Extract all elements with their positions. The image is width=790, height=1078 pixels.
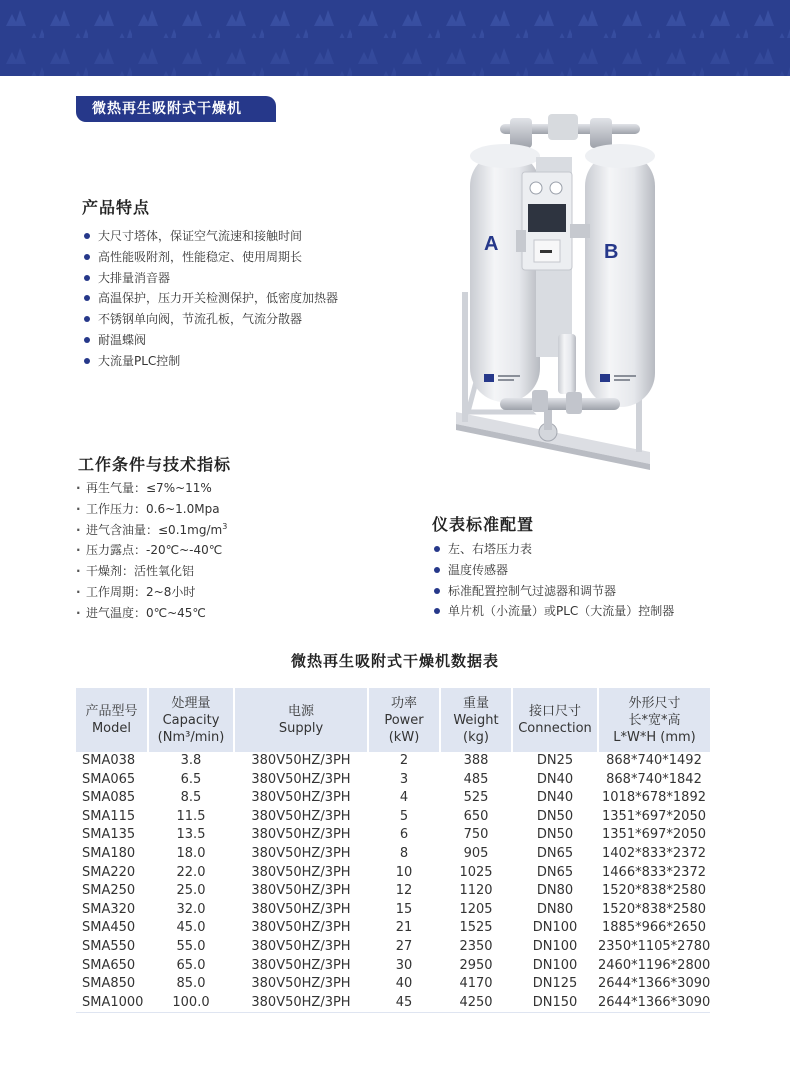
table-cell: DN65 <box>536 864 574 880</box>
table-cell: DN100 <box>532 957 578 973</box>
header-power: 功率 Power (kW) <box>368 688 440 752</box>
table-title: 微热再生吸附式干燥机数据表 <box>290 652 499 670</box>
table-cell: DN50 <box>536 808 574 824</box>
dryer-product-image <box>440 112 680 482</box>
table-header-row <box>76 688 710 752</box>
list-item: · 进气温度：0℃~45℃ <box>76 603 227 624</box>
table-cell: 2350*1105*2780 <box>598 938 711 954</box>
table-cell: 55.0 <box>176 938 206 954</box>
table-cell: SMA1000 <box>76 994 148 1013</box>
conditions-title: 工作条件与技术指标 <box>78 455 232 474</box>
table-cell: SMA115 <box>82 808 136 824</box>
table-cell: DN150 <box>512 994 598 1013</box>
table-cell: 380V50HZ/3PH <box>251 883 351 899</box>
list-item: 温度传感器 <box>432 560 674 581</box>
list-item: 不锈钢单向阀，节流孔板，气流分散器 <box>82 309 338 330</box>
table-cell: 5 <box>399 808 409 824</box>
table-cell: SMA550 <box>82 938 136 954</box>
list-item: 耐温蝶阀 <box>82 330 338 351</box>
table-cell: 1520*838*2580 <box>602 883 706 899</box>
list-item: 高温保护，压力开关检测保护，低密度加热器 <box>82 288 338 309</box>
table-cell: 525 <box>463 790 489 806</box>
table-cell: SMA850 <box>82 976 136 992</box>
table-cell: 11.5 <box>176 808 206 824</box>
table-row <box>76 826 710 845</box>
table-cell: 868*740*1492 <box>606 753 702 768</box>
table-cell: 4250 <box>440 994 512 1013</box>
table-cell: 4170 <box>459 976 493 992</box>
table-row <box>76 957 710 976</box>
list-item: 大尺寸塔体，保证空气流速和接触时间 <box>82 226 338 247</box>
table-cell: 380V50HZ/3PH <box>251 957 351 973</box>
table-cell: 21 <box>395 920 413 936</box>
table-cell: 1402*833*2372 <box>602 845 706 861</box>
features-list <box>82 226 338 372</box>
table-cell: 18.0 <box>176 845 206 861</box>
list-item: · 干燥剂：活性氧化铝 <box>76 561 227 582</box>
header-model: 产品型号 Model <box>76 688 148 752</box>
table-cell: 1351*697*2050 <box>602 827 706 843</box>
product-title-tag: 微热再生吸附式干燥机 <box>76 96 276 122</box>
table-cell: 380V50HZ/3PH <box>251 864 351 880</box>
table-cell: 868*740*1842 <box>606 771 702 787</box>
table-cell: 380V50HZ/3PH <box>251 753 351 768</box>
table-row <box>76 938 710 957</box>
table-cell: DN40 <box>536 771 574 787</box>
instruments-list <box>432 539 674 622</box>
table-cell: 65.0 <box>176 957 206 973</box>
table-cell: SMA085 <box>82 790 136 806</box>
table-cell: 45.0 <box>176 920 206 936</box>
table-cell: 3 <box>399 771 409 787</box>
table-cell: DN100 <box>532 938 578 954</box>
table-cell: 2460*1196*2800 <box>598 957 711 973</box>
table-cell: 380V50HZ/3PH <box>251 976 351 992</box>
table-cell: 2350 <box>459 938 493 954</box>
table-cell: 6.5 <box>180 771 202 787</box>
table-row <box>76 901 710 920</box>
table-cell: 10 <box>395 864 413 880</box>
table-cell: 380V50HZ/3PH <box>251 920 351 936</box>
table-row <box>76 882 710 901</box>
table-cell: 4 <box>399 790 409 806</box>
spec-table <box>76 688 710 1013</box>
instruments-title: 仪表标准配置 <box>432 515 535 534</box>
table-row <box>76 919 710 938</box>
table-cell: 1885*966*2650 <box>602 920 706 936</box>
table-cell: 8 <box>399 845 409 861</box>
table-cell: 750 <box>463 827 489 843</box>
table-cell: 27 <box>395 938 413 954</box>
table-body <box>76 752 710 1013</box>
table-row <box>76 975 710 994</box>
table-cell: 380V50HZ/3PH <box>234 994 368 1013</box>
table-row <box>76 864 710 883</box>
table-cell: 380V50HZ/3PH <box>251 827 351 843</box>
header-connection: 接口尺寸 Connection <box>512 688 598 752</box>
list-item: 高性能吸附剂，性能稳定、使用周期长 <box>82 247 338 268</box>
table-cell: 2644*1366*3090 <box>598 976 711 992</box>
table-cell: 380V50HZ/3PH <box>251 790 351 806</box>
table-cell: 1205 <box>459 901 493 917</box>
list-item: 左、右塔压力表 <box>432 539 674 560</box>
table-cell: 1525 <box>459 920 493 936</box>
table-cell: 13.5 <box>176 827 206 843</box>
table-row <box>76 789 710 808</box>
table-cell: 388 <box>463 753 489 768</box>
list-item: 大流量PLC控制 <box>82 351 338 372</box>
list-item: · 工作周期：2~8小时 <box>76 582 227 603</box>
header-supply: 电源 Supply <box>234 688 368 752</box>
tower-b-label: B <box>604 241 619 263</box>
conditions-list <box>76 478 227 624</box>
table-cell: 380V50HZ/3PH <box>251 901 351 917</box>
table-cell: SMA450 <box>82 920 136 936</box>
table-cell: 380V50HZ/3PH <box>251 808 351 824</box>
header-capacity: 处理量 Capacity (Nm³/min) <box>148 688 234 752</box>
table-cell: 1520*838*2580 <box>602 901 706 917</box>
table-cell: 1120 <box>459 883 493 899</box>
features-title: 产品特点 <box>82 198 151 217</box>
table-row <box>76 808 710 827</box>
tower-a-label: A <box>484 233 499 255</box>
header-dimensions: 外形尺寸 长*宽*高 L*W*H (mm) <box>598 688 710 752</box>
header-weight: 重量 Weight (kg) <box>440 688 512 752</box>
table-cell: 22.0 <box>176 864 206 880</box>
table-cell: 3.8 <box>180 753 202 768</box>
table-cell: 1025 <box>459 864 493 880</box>
table-row <box>76 994 710 1013</box>
list-item: · 工作压力：0.6~1.0Mpa <box>76 499 227 520</box>
table-cell: 2644*1366*3090 <box>598 994 710 1013</box>
table-cell: 100.0 <box>148 994 234 1013</box>
table-cell: DN80 <box>536 883 574 899</box>
table-cell: DN125 <box>532 976 578 992</box>
table-cell: DN40 <box>536 790 574 806</box>
table-cell: SMA650 <box>82 957 136 973</box>
table-cell: 1466*833*2372 <box>602 864 706 880</box>
table-cell: DN80 <box>536 901 574 917</box>
table-cell: DN100 <box>532 920 578 936</box>
table-cell: SMA250 <box>82 883 136 899</box>
list-item: · 再生气量：≤7%~11% <box>76 478 227 499</box>
table-cell: SMA180 <box>82 845 136 861</box>
table-cell: 1351*697*2050 <box>602 808 706 824</box>
table-cell: 2 <box>399 753 409 768</box>
table-cell: 485 <box>463 771 489 787</box>
table-row <box>76 752 710 771</box>
table-row <box>76 845 710 864</box>
list-item: 大排量消音器 <box>82 268 338 289</box>
table-cell: 6 <box>399 827 409 843</box>
table-cell: 2950 <box>459 957 493 973</box>
table-cell: 380V50HZ/3PH <box>251 938 351 954</box>
table-cell: 650 <box>463 808 489 824</box>
table-cell: 8.5 <box>180 790 202 806</box>
table-cell: 380V50HZ/3PH <box>251 845 351 861</box>
table-cell: 85.0 <box>176 976 206 992</box>
table-row <box>76 771 710 790</box>
list-item: 标准配置控制气过滤器和调节器 <box>432 581 674 602</box>
list-item: 单片机（小流量）或PLC（大流量）控制器 <box>432 601 674 622</box>
table-cell: SMA135 <box>82 827 136 843</box>
table-cell: DN50 <box>536 827 574 843</box>
list-item: · 进气含油量：$\le 0.1mg/m^3$ <box>76 520 227 541</box>
table-cell: 15 <box>395 901 413 917</box>
table-cell: 32.0 <box>176 901 206 917</box>
table-cell: DN25 <box>536 753 574 768</box>
table-cell: 1018*678*1892 <box>602 790 706 806</box>
table-cell: 45 <box>368 994 440 1013</box>
table-cell: 12 <box>395 883 413 899</box>
table-cell: 905 <box>463 845 489 861</box>
header-banner <box>0 0 790 76</box>
table-cell: 40 <box>395 976 413 992</box>
table-cell: 380V50HZ/3PH <box>251 771 351 787</box>
table-cell: 30 <box>395 957 413 973</box>
table-cell: SMA320 <box>82 901 136 917</box>
table-cell: SMA220 <box>82 864 136 880</box>
table-cell: 25.0 <box>176 883 206 899</box>
table-cell: SMA038 <box>82 753 136 768</box>
table-cell: DN65 <box>536 845 574 861</box>
list-item: · 压力露点：-20℃~-40℃ <box>76 540 227 561</box>
table-cell: SMA065 <box>82 771 136 787</box>
logo-pattern-icon <box>0 0 790 76</box>
